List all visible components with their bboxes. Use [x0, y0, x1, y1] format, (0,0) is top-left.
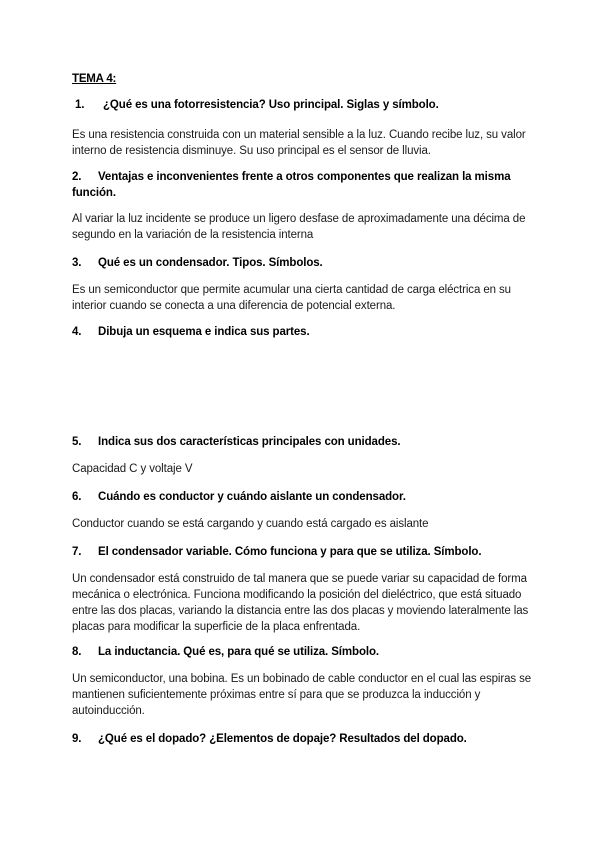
answer-1: Es una resistencia construida con un material sensible a la luz. Cuando recibe luz, su valor interno de resistencia disminuye. Su uso principal es el sensor de lluvia.	[72, 129, 526, 157]
answer-8: Un semiconductor, una bobina. Es un bobinado de cable conductor en el cual las espiras se mantienen suficientemente próximas entre sí para que se produzca la inducción y autoinducción.	[72, 673, 532, 717]
question-4	[72, 324, 532, 340]
question-text: Indica sus dos características principales con unidades.	[98, 436, 401, 448]
question-text: Cuándo es conductor y cuándo aislante un condensador.	[98, 491, 406, 503]
question-text: Qué es un condensador. Tipos. Símbolos.	[98, 257, 323, 269]
question-6	[72, 489, 532, 505]
answer-2: Al variar la luz incidente se produce un ligero desfase de aproximadamente una décima de segundo en la variación de la resistencia interna	[72, 213, 526, 241]
question-9	[72, 731, 532, 747]
question-number: 6.	[72, 491, 82, 503]
question-number: 4.	[72, 326, 82, 338]
question-text: La inductancia. Qué es, para qué se utiliza. Símbolo.	[98, 646, 379, 658]
question-7	[72, 544, 532, 560]
question-3	[72, 255, 532, 271]
question-text: ¿Qué es una fotorresistencia? Uso principal. Siglas y símbolo.	[103, 99, 439, 111]
question-number: 8.	[72, 646, 82, 658]
question-number: 1.	[75, 99, 85, 111]
question-5	[72, 434, 532, 450]
answer-5: Capacidad C y voltaje V	[72, 463, 193, 475]
question-number: 2.	[72, 171, 82, 183]
answer-7: Un condensador está construido de tal manera que se puede variar su capacidad de forma mecánica o electrónica. Funciona modificando la posición del dieléctrico, que está situado entre las dos placas, variando la distancia entre las dos placas y moviendo lateralmente las placas para modificar la superficie de la placa enfrentada.	[72, 573, 529, 633]
document-title: TEMA 4:	[72, 73, 117, 85]
question-text: Ventajas e inconvenientes frente a otros componentes que realizan la misma función.	[72, 171, 511, 199]
question-text: Dibuja un esquema e indica sus partes.	[98, 326, 310, 338]
answer-3: Es un semiconductor que permite acumular una cierta cantidad de carga eléctrica en su interior cuando se conecta a una diferencia de potencial externa.	[72, 284, 511, 312]
question-1	[72, 97, 532, 113]
question-text: El condensador variable. Cómo funciona y para que se utiliza. Símbolo.	[98, 546, 482, 558]
answer-4-blank-area	[72, 350, 532, 430]
question-number: 3.	[72, 257, 82, 269]
question-2	[72, 169, 532, 201]
answer-6: Conductor cuando se está cargando y cuando está cargado es aislante	[72, 518, 429, 530]
question-number: 9.	[72, 733, 82, 745]
question-text: ¿Qué es el dopado? ¿Elementos de dopaje? Resultados del dopado.	[98, 733, 467, 745]
question-number: 7.	[72, 546, 82, 558]
question-8	[72, 644, 532, 660]
question-number: 5.	[72, 436, 82, 448]
